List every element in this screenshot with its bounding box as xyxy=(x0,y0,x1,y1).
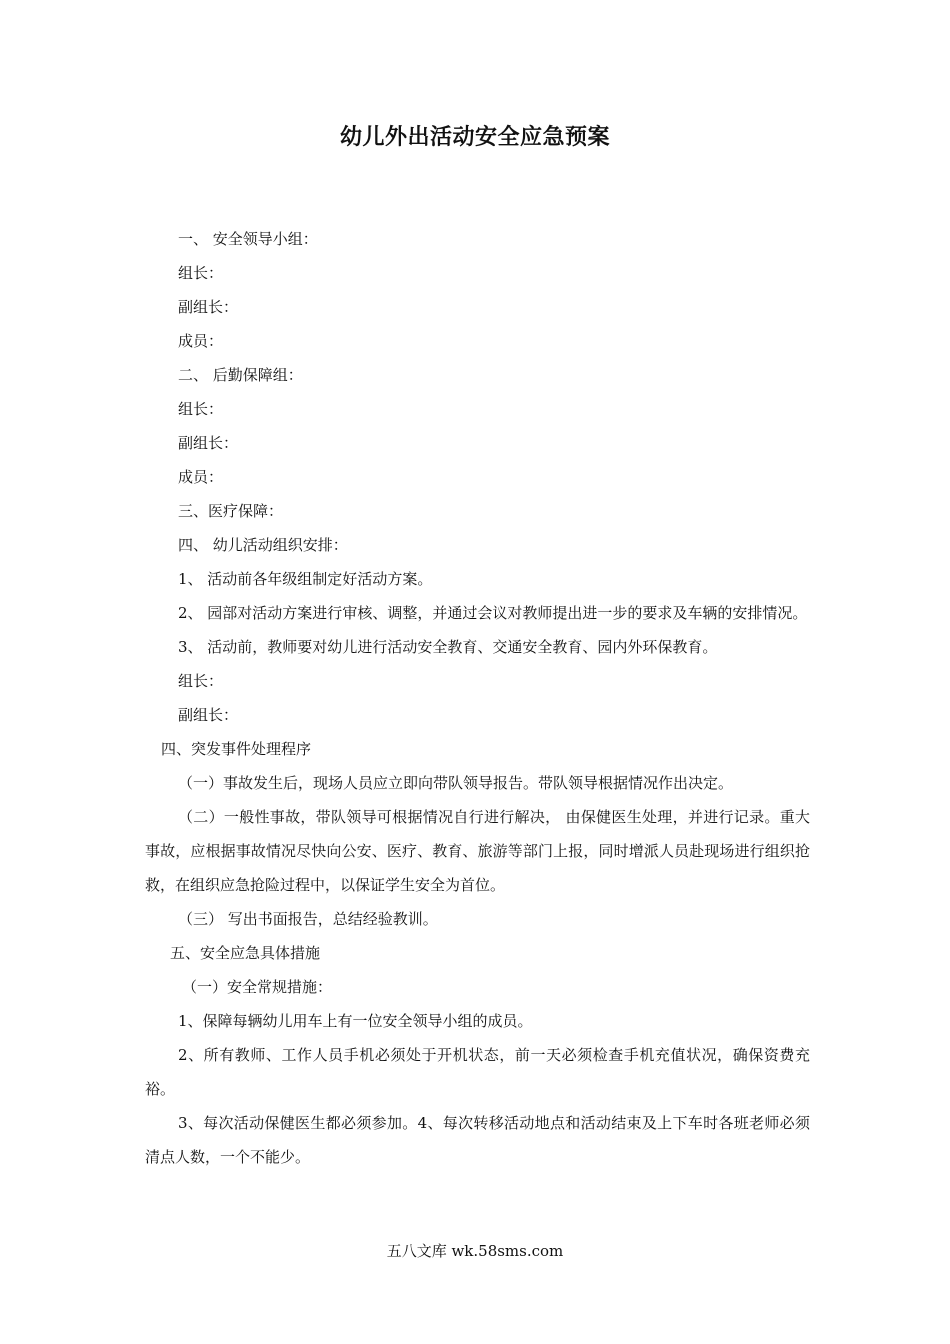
paragraph: （二）一般性事故，带队领导可根据情况自行进行解决， 由保健医生处理，并进行记录。重大事故，应根据事故情况尽快向公安、医疗、教育、旅游等部门上报，同时增派人员赴现场进行组织抢救，在组织应急抢险过程中，以保证学生安全为首位。 xyxy=(145,808,810,894)
footer-watermark: 五八文库 wk.58sms.com xyxy=(386,1242,564,1260)
paragraph: 二、 后勤保障组： xyxy=(178,366,303,384)
paragraph: 2、 园部对活动方案进行审核、调整，并通过会议对教师提出进一步的要求及车辆的安排情况。 xyxy=(178,604,808,622)
paragraph: 1、保障每辆幼儿用车上有一位安全领导小组的成员。 xyxy=(178,1012,533,1030)
document-title: 幼儿外出活动安全应急预案 xyxy=(339,124,610,150)
paragraph: 3、每次活动保健医生都必须参加。4、每次转移活动地点和活动结束及上下车时各班老师必须清点人数，一个不能少。 xyxy=(145,1114,810,1166)
paragraph: 三、医疗保障： xyxy=(178,502,284,520)
paragraph: 成员： xyxy=(178,468,224,486)
paragraph: 2、所有教师、工作人员手机必须处于开机状态，前一天必须检查手机充值状况，确保资费充裕。 xyxy=(145,1046,810,1098)
section-heading: 五、安全应急具体措施 xyxy=(170,944,321,962)
paragraph: （一）事故发生后，现场人员应立即向带队领导报告。带队领导根据情况作出决定。 xyxy=(178,774,734,792)
subsection-heading: （一）安全常规措施： xyxy=(182,978,333,996)
paragraph: （三） 写出书面报告，总结经验教训。 xyxy=(178,910,438,928)
paragraph: 一、 安全领导小组： xyxy=(178,230,318,248)
paragraph: 1、 活动前各年级组制定好活动方案。 xyxy=(178,570,433,588)
paragraph: 副组长： xyxy=(178,298,239,316)
paragraph: 组长： xyxy=(178,400,224,418)
document-body xyxy=(145,222,810,1174)
paragraph: 成员： xyxy=(178,332,224,350)
paragraph: 副组长： xyxy=(178,706,239,724)
paragraph: 组长： xyxy=(178,264,224,282)
paragraph: 组长： xyxy=(178,672,224,690)
paragraph: 副组长： xyxy=(178,434,239,452)
paragraph: 四、 幼儿活动组织安排： xyxy=(178,536,348,554)
paragraph: 3、 活动前，教师要对幼儿进行活动安全教育、交通安全教育、园内外环保教育。 xyxy=(178,638,718,656)
section-heading: 四、突发事件处理程序 xyxy=(161,740,312,758)
